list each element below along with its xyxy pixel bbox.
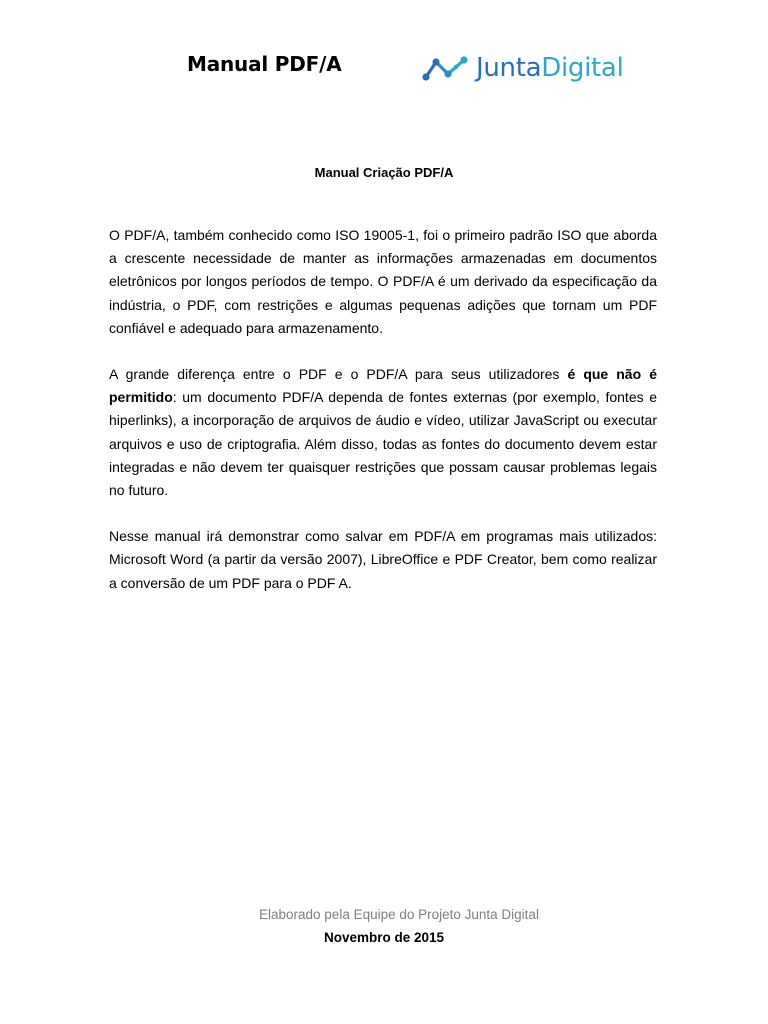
junta-digital-logo bbox=[422, 50, 624, 86]
paragraph-differences-start: A grande diferença entre o PDF e o PDF/A para seus utilizadores bbox=[109, 366, 568, 383]
footer-credit: Elaborado pela Equipe do Projeto Junta Digital bbox=[259, 907, 539, 922]
junta-digital-logo-icon bbox=[422, 53, 470, 83]
paragraph-differences-end: : um documento PDF/A dependa de fontes externas (por exemplo, fontes e hiperlinks), a incorporação de arquivos de áudio e vídeo, utilizar JavaScript ou executar arquivos e uso de criptografia. Além disso, todas as fontes do documento devem estar integradas e não devem ter quaisquer restrições que possam causar problemas legais no futuro. bbox=[109, 389, 657, 499]
header-title: Manual PDF/A bbox=[187, 52, 342, 76]
paragraph-differences bbox=[109, 363, 657, 502]
logo-word-digital: Digital bbox=[541, 53, 624, 83]
paragraph-differences-bold: é que não é permitido bbox=[109, 366, 657, 406]
logo-word-junta: Junta bbox=[476, 53, 542, 83]
document-title: Manual Criação PDF/A bbox=[314, 165, 454, 180]
paragraph-scope: Nesse manual irá demonstrar como salvar em PDF/A em programas mais utilizados: Microsoft Word (a partir da versão 2007), LibreOffice e PDF Creator, bem como realizar a conversão de um PDF para o PDF A. bbox=[109, 528, 657, 591]
paragraph-intro: O PDF/A, também conhecido como ISO 19005-1, foi o primeiro padrão ISO que aborda a crescente necessidade de manter as informações armazenadas em documentos eletrônicos por longos períodos de tempo. O PDF/A é um derivado da especificação da indústria, o PDF, com restrições e algumas pequenas adições que tornam um PDF confiável e adequado para armazenamento. bbox=[109, 227, 657, 336]
logo-wordmark bbox=[476, 55, 624, 81]
footer-date: Novembro de 2015 bbox=[323, 930, 445, 945]
document-body bbox=[109, 224, 657, 618]
